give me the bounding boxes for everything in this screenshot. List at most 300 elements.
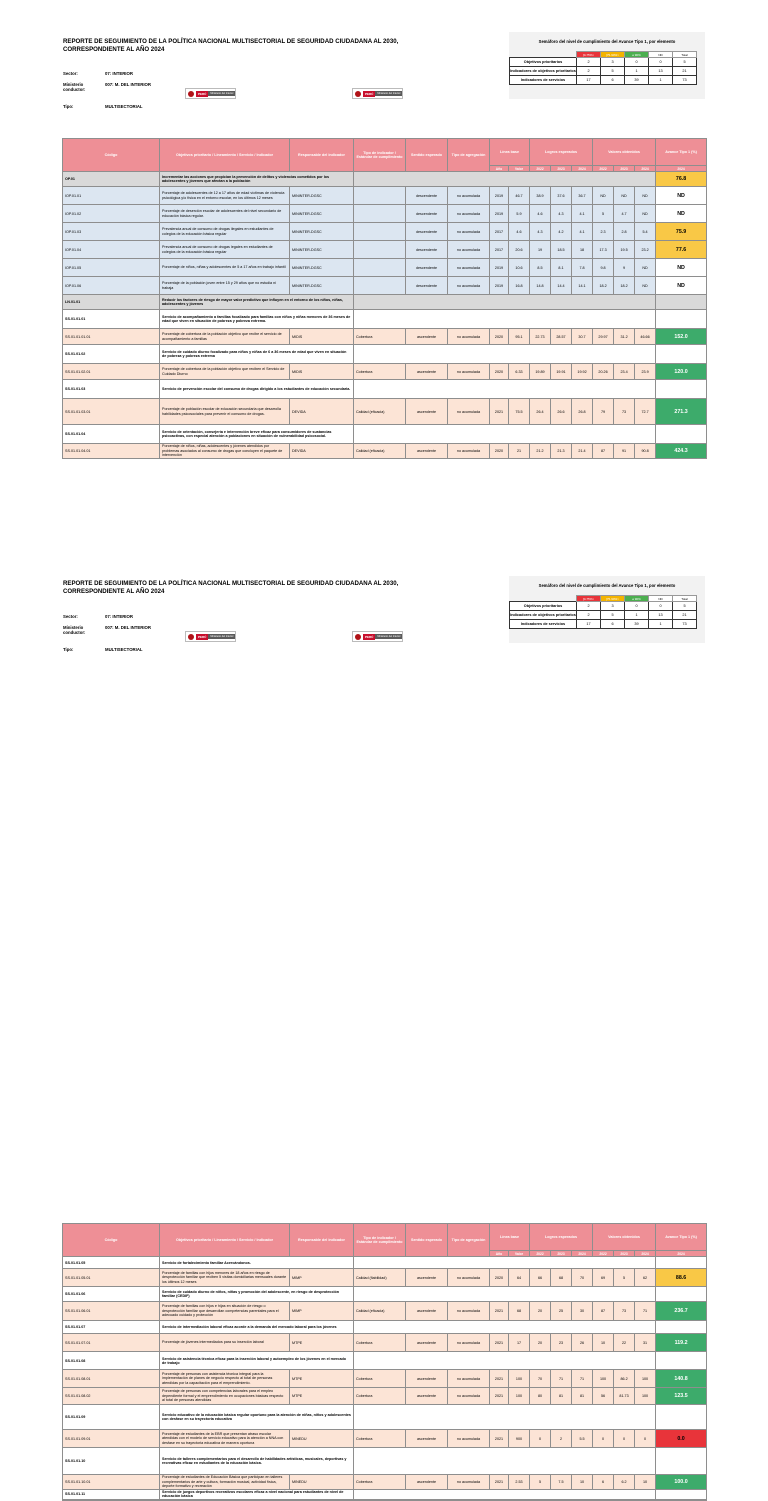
row-v22: 10 [593,1334,614,1352]
row-sentido [406,1499,448,1500]
table-row [63,205,707,223]
row-v22: 2.3 [593,223,614,241]
semaforo-header: Total [673,596,697,602]
row-avance [656,1257,707,1269]
row-code: IOP.01.04 [63,241,160,259]
row-avance [656,1489,707,1499]
semaforo-title: Semáforo del nivel de cumplimiento del Avance Tipo 1, por elemento [538,39,676,44]
row-l23: 18.5 [551,241,572,259]
semaforo-cell: 0 [625,602,649,611]
row-avance: 75.9 [656,223,707,241]
row-fill [354,380,656,399]
ministerio-label: Ministerio conductor: [63,82,86,92]
row-l24: 19.92 [572,364,593,380]
header-logros: Logros esperados [530,1224,593,1251]
row-agr: no acumulada [448,444,490,459]
row-description: Servicio de prevención escolar del consumo de drogas dirigido a los estudiantes de educación secundaria. [160,380,354,399]
tipo-value: MULTISECTORIAL [105,647,143,652]
logo-ministry: Ministerio del Interior [377,92,401,95]
row-fill [354,310,656,329]
row-sentido: ascendente [406,364,448,380]
report-title: REPORTE DE SEGUIMIENTO DE LA POLÍTICA NACIONAL MULTISECTORIAL DE SEGURIDAD CIUDADANA AL 2030, CORRESPONDIENTE AL AÑO 2024 [63,580,399,595]
row-l22: 20 [530,1334,551,1352]
row-fill [354,1405,656,1430]
indicators-table [62,1223,707,1501]
row-code: SS.01.01.07.01 [63,1334,160,1352]
row-v23: 0 [614,1430,635,1448]
row-agr: no acumulada [448,399,490,425]
semaforo-cell: 13 [649,67,673,76]
ministry-logo [352,631,403,642]
row-fill [354,1448,656,1475]
row-v23: 81.73 [614,1388,635,1405]
subheader-cell: 2022 [530,1251,551,1257]
semaforo-cell: 5 [673,602,697,611]
row-v24: 31 [635,1334,656,1352]
row-avance: ND [656,187,707,205]
subheader-cell: 2024 [656,1251,707,1257]
row-lb-val: 46.7 [509,187,530,205]
row-description: Prevalencia anual de consumo de drogas legales en estudiantes de colegios de la educación básica regular [160,241,290,259]
row-avance [656,1287,707,1302]
row-avance [656,1352,707,1370]
row-lb-val: 68 [509,1302,530,1321]
row-avance: 271.3 [656,399,707,425]
table-row [63,1448,707,1475]
sector-value: 07: INTERIOR [105,71,133,76]
row-agr: no acumulada [448,1269,490,1287]
table-row [63,1302,707,1321]
ministry-logo [185,88,236,99]
row-sentido: descendente [406,187,448,205]
row-fill [354,1257,656,1269]
row-description: Servicio de acompañamiento a familias focalizado para familias con niños y niñas menores de 36 meses de edad que viven en situación de pobreza y pobreza extrema. [160,310,354,329]
row-code: SS.01.01.04.01 [63,444,160,459]
row-v24: 0 [635,1430,656,1448]
row-avance: 77.6 [656,241,707,259]
row-avance [656,1321,707,1334]
row-description: Porcentaje de niños, niñas y adolescentes de 5 a 17 años en trabajo infantil [160,259,290,277]
row-v22: 56 [593,1388,614,1405]
row-tipo-indicador [354,223,406,241]
row-tipo-indicador: Cobertura [354,1430,406,1448]
row-v24: 5.4 [635,223,656,241]
row-responsable: MINEDU [290,1430,354,1448]
subheader-cell: Año [490,1251,509,1257]
row-v24: 23.2 [635,241,656,259]
row-tipo-indicador [354,1499,406,1500]
row-v22: 18.2 [593,277,614,295]
row-sentido: ascendente [406,1388,448,1405]
row-tipo-indicador: Cobertura [354,1334,406,1352]
header-responsable: Responsable del indicador [290,139,354,172]
row-avance: 152.0 [656,329,707,345]
row-l22: 80 [530,1388,551,1405]
row-v23 [614,1499,635,1500]
row-l23: 2 [551,1430,572,1448]
header-objetivos: Objetivos prioritario / Lineamiento / Servicio / Indicador [160,139,290,172]
row-avance: 88.6 [656,1269,707,1287]
subheader-cell: 2024 [635,1251,656,1257]
row-l23: 25 [551,1302,572,1321]
row-fill [354,1321,656,1334]
subheader-cell: 2022 [593,166,614,172]
row-avance: ND [656,277,707,295]
row-description: Servicio de orientación, consejería e intervención breve eficaz para consumidores de sustancias psicoactivas, con especial atención a poblaciones en situación de vulnerabilidad psicosocial. [160,425,354,444]
row-description: Porcentaje de la población joven entre 15 y 29 años que no estudia ni trabaja [160,277,290,295]
logo-ministry: Ministerio del Interior [210,635,234,638]
row-v23: 19.5 [614,241,635,259]
ministry-logo [352,88,403,99]
row-lb-val: 2.53 [509,1475,530,1490]
semaforo-cell: 6 [601,620,625,629]
row-lb-val: 100 [509,1388,530,1405]
row-lb-val: 64 [509,1269,530,1287]
row-l24: 71 [572,1370,593,1388]
header-linea_base: Línea base [490,1224,530,1251]
row-description: Servicio de cuidado diurno focalizado para niños y niñas de 6 a 36 meses de edad que viven en situación de pobreza y pobreza extrema [160,345,354,364]
semaforo-cell: 0 [649,58,673,67]
header-tipo_indicador: Tipo de indicador / Estándar de cumplimiento [354,139,406,172]
row-tipo-indicador: Calidad (eficacia) [354,1302,406,1321]
row-code: IOP.01.05 [63,259,160,277]
semaforo-table [509,595,697,629]
row-tipo-indicador: Cobertura [354,1388,406,1405]
row-description: Porcentaje de adolescentes de 12 a 17 años de edad víctimas de violencia psicológica y/o física en el entorno escolar, en los últimos 12 meses [160,187,290,205]
row-lb-year: 2019 [490,205,509,223]
row-l22: 70 [530,1370,551,1388]
row-lb-year: 2021 [490,1370,509,1388]
semaforo-header: ND [649,596,673,602]
table-row [63,277,707,295]
row-tipo-indicador [354,187,406,205]
row-avance: 424.3 [656,444,707,459]
row-tipo-indicador: Cobertura [354,1370,406,1388]
row-fill [354,1287,656,1302]
semaforo-cell: 17 [577,76,601,85]
semaforo-row [510,76,697,85]
row-v22: 9.8 [593,259,614,277]
header-agregacion: Tipo de agregación [448,139,490,172]
table-row [63,295,707,310]
row-l24: 10 [572,1475,593,1490]
row-description: Porcentaje de jóvenes intermediados para su inserción laboral [160,1334,290,1352]
semaforo-title: Semáforo del nivel de cumplimiento del Avance Tipo 1, por elemento [538,583,676,588]
sector-label: Sector: [63,71,78,76]
semaforo-panel [509,576,705,643]
row-description: Porcentaje de personas con competencias laborales para el empleo dependiente formal y el emprendimiento en ocupaciones básicas respecto al total de personas atendidas [160,1388,290,1405]
row-agr: no acumulada [448,241,490,259]
row-l24: 5.5 [572,1430,593,1448]
row-l23: 28.57 [551,329,572,345]
row-v23: 6.2 [614,1475,635,1490]
row-v22: 87 [593,444,614,459]
table-row [63,1430,707,1448]
row-lb-year: 2020 [490,364,509,380]
table-row [63,380,707,399]
row-v22: ND [593,187,614,205]
row-responsable: DEVIDA [290,399,354,425]
row-lb-year: 2021 [490,1475,509,1490]
header-sentido: Sentido esperado [406,1224,448,1257]
row-code: SS.01.01.02.01 [63,364,160,380]
row-responsable [290,1499,354,1500]
header-codigo: Código [63,139,160,172]
subheader-cell: Valor [509,1251,530,1257]
row-fill [354,425,656,444]
semaforo-header: ND [649,52,673,58]
semaforo-row-label: Indicadores de servicios [510,76,577,85]
semaforo-header: Total [673,52,697,58]
semaforo-row [510,67,697,76]
row-responsable: MININTER-DGSC [290,277,354,295]
row-code: IOP.01.01 [63,187,160,205]
row-code: SS.01.01.02 [63,345,160,364]
row-code: SS.01.01.04 [63,425,160,444]
row-code: SS.01.01.06.01 [63,1302,160,1321]
semaforo-header: ≥ 90% [625,52,649,58]
row-v23: 22 [614,1334,635,1352]
row-code: SS.01.01.01.01 [63,329,160,345]
row-agr [448,1499,490,1500]
row-responsable: MINEDU [290,1475,354,1490]
subheader-cell: 2024 [572,1251,593,1257]
row-sentido: ascendente [406,1334,448,1352]
row-description: Porcentaje de población escolar de educación secundaria que desarrolla habilidades psicosociales para prevenir el consumo de drogas. [160,399,290,425]
row-agr: no acumulada [448,1430,490,1448]
row-description [160,1499,290,1500]
row-responsable: MTPE [290,1370,354,1388]
row-tipo-indicador [354,205,406,223]
semaforo-header: [75-90%> [601,596,625,602]
subheader-cell: 2024 [656,166,707,172]
row-l22: 66 [530,1269,551,1287]
table-row [63,345,707,364]
semaforo-cell: 5 [601,67,625,76]
table-row [63,1388,707,1405]
row-description: Prevalencia anual de consumo de drogas ilegales en estudiantes de colegios de la educación básica regular [160,223,290,241]
row-agr: no acumulada [448,1334,490,1352]
table-row [63,1489,707,1499]
row-l23: 4.2 [551,223,572,241]
row-description: Porcentaje de cobertura de la población objetivo que recibe el servicio de acompañamiento a familias [160,329,290,345]
semaforo-cell: 0 [649,602,673,611]
subheader-cell: 2023 [551,1251,572,1257]
row-v23: 5 [614,1269,635,1287]
row-v24: 23.9 [635,364,656,380]
row-l24: 21.4 [572,444,593,459]
row-fill [354,1352,656,1370]
row-description: Servicio de intermediación laboral eficaz acorde a la demanda del mercado laboral para los jóvenes [160,1321,354,1334]
row-code: SS.01.01.06 [63,1287,160,1302]
semaforo-header: [0-75%> [577,596,601,602]
semaforo-cell: 2 [577,602,601,611]
semaforo-row-label: Indicadores de objetivos prioritarios [510,611,577,620]
logo-country: PERÚ [198,634,207,639]
row-l22 [530,1499,551,1500]
row-avance [656,310,707,329]
row-sentido: ascendente [406,1302,448,1321]
row-sentido: descendente [406,241,448,259]
row-description: Servicio de fortalecimiento familiar Acercándonos. [160,1257,354,1269]
row-v22: 5 [593,205,614,223]
row-v22 [593,1499,614,1500]
tipo-label: Tipo: [63,647,74,652]
row-lb-val: 10.6 [509,259,530,277]
row-v24 [635,1499,656,1500]
row-l22: 19 [530,241,551,259]
row-responsable: MIMP [290,1302,354,1321]
row-sentido: descendente [406,205,448,223]
row-l22: 5 [530,1475,551,1490]
subheader-cell: 2022 [530,166,551,172]
ministerio-label: Ministerio conductor: [63,625,86,635]
semaforo-panel [509,32,705,99]
row-v24: 10 [635,1475,656,1490]
row-v22: 0 [593,1430,614,1448]
row-l24: 4.1 [572,223,593,241]
row-v24: 46.66 [635,329,656,345]
row-description: Servicio de talleres complementarios para el desarrollo de habilidades artísticas, musicales, deportivas y recreativas eficaz en estudiantes de la educación básica. [160,1448,354,1475]
semaforo-cell: 0 [625,58,649,67]
semaforo-cell: 1 [649,76,673,85]
row-lb-year: 2017 [490,223,509,241]
row-description: Servicio de asistencia técnica eficaz para la inserción laboral y autoempleo de los jóvenes en el mercado de trabajo [160,1352,354,1370]
row-l23: 4.3 [551,205,572,223]
row-sentido: ascendente [406,329,448,345]
table-row [63,1475,707,1490]
row-code: SS.01.01.01 [63,310,160,329]
row-sentido: ascendente [406,444,448,459]
row-v23: ND [614,187,635,205]
row-lb-year: 2021 [490,1334,509,1352]
row-lb-val: 16.8 [509,277,530,295]
row-v24: ND [635,205,656,223]
semaforo-header: [75-90%> [601,52,625,58]
semaforo-cell: 2 [577,58,601,67]
row-code: IOP.01.03 [63,223,160,241]
logo-country: PERÚ [365,91,374,96]
row-code: SS.01.01.03.01 [63,399,160,425]
row-v22: 79 [593,399,614,425]
semaforo-cell: 17 [577,620,601,629]
subheader-cell: 2023 [614,1251,635,1257]
header-valores: Valores obtenidos [593,139,656,166]
table-row [63,1334,707,1352]
row-v23: 4.7 [614,205,635,223]
row-l23: 23 [551,1334,572,1352]
table-row [63,444,707,459]
row-sentido: ascendente [406,399,448,425]
semaforo-cell: 5 [601,611,625,620]
header-sentido: Sentido esperado [406,139,448,172]
row-l23: 14.4 [551,277,572,295]
row-tipo-indicador: Calidad (eficacia) [354,444,406,459]
row-responsable: MININTER-DGSC [290,187,354,205]
table-row [63,425,707,444]
semaforo-cell: 2 [577,67,601,76]
subheader-cell: Año [490,166,509,172]
ministry-logo [185,631,236,642]
row-code: SS.01.01.07 [63,1321,160,1334]
semaforo-row [510,611,697,620]
row-l23: 7.5 [551,1475,572,1490]
row-l23: 68 [551,1269,572,1287]
coat-of-arms-icon [188,91,194,97]
row-lb-year: 2017 [490,241,509,259]
row-l24: 30 [572,1302,593,1321]
row-l22: 4.6 [530,205,551,223]
row-agr: no acumulada [448,364,490,380]
row-v23: 9 [614,259,635,277]
row-responsable: MTPE [290,1334,354,1352]
semaforo-cell: 5 [673,58,697,67]
row-v22: 87 [593,1302,614,1321]
row-v22: 17.3 [593,241,614,259]
row-v22: 100 [593,1370,614,1388]
row-v23: 73 [614,1302,635,1321]
row-l23: 21.3 [551,444,572,459]
semaforo-row [510,58,697,67]
row-l24: 30.7 [572,329,593,345]
row-agr: no acumulada [448,223,490,241]
row-v24: 90.8 [635,444,656,459]
row-v24: 100 [635,1370,656,1388]
row-responsable: MININTER-DGSC [290,259,354,277]
table-row [63,1499,707,1500]
row-l22: 8.5 [530,259,551,277]
row-responsable: MIDIS [290,329,354,345]
row-responsable: DEVIDA [290,444,354,459]
logo-ministry: Ministerio del Interior [210,92,234,95]
row-l22: 4.3 [530,223,551,241]
row-description: Porcentaje de estudiantes de la EBR que presentan atraso escolar atendidas con el modelo de servicio educativo para la atención a NNA con desfase en su trayectoria educativa de manera oportuna [160,1430,290,1448]
table-header-row [63,1224,707,1251]
table-row [63,259,707,277]
subheader-cell: 2023 [551,166,572,172]
table-row [63,1370,707,1388]
row-lb-val: 4.6 [509,223,530,241]
sector-label: Sector: [63,614,78,619]
semaforo-cell: 21 [673,611,697,620]
row-avance [656,345,707,364]
semaforo-row-label: Indicadores de servicios [510,620,577,629]
row-v24: 72.7 [635,399,656,425]
coat-of-arms-icon [188,634,194,640]
row-v24: 62 [635,1269,656,1287]
row-agr: no acumulada [448,1475,490,1490]
row-avance: 100.0 [656,1475,707,1490]
semaforo-cell: 3 [601,602,625,611]
ministerio-value: 007: M. DEL INTERIOR [105,82,152,87]
semaforo-cell: 1 [625,611,649,620]
header-agregacion: Tipo de agregación [448,1224,490,1257]
row-agr: no acumulada [448,277,490,295]
row-code: SS.01.01.03 [63,380,160,399]
row-responsable: MTPE [290,1388,354,1405]
row-code: SS.01.01.10 [63,1448,160,1475]
row-lb-val: 5.9 [509,205,530,223]
semaforo-cell: 39 [625,620,649,629]
row-description: Servicio educativo de la educación básica regular oportuno para la atención de niñas, niños y adolescentes con desfase en su trayectoria educativa [160,1405,354,1430]
semaforo-header: [0-75%> [577,52,601,58]
row-lb-val: 95.1 [509,329,530,345]
row-lb-year: 2020 [490,444,509,459]
header-tipo_indicador: Tipo de indicador / Estándar de cumplimiento [354,1224,406,1257]
table-row [63,329,707,345]
row-avance [656,1405,707,1430]
table-row [63,1287,707,1302]
